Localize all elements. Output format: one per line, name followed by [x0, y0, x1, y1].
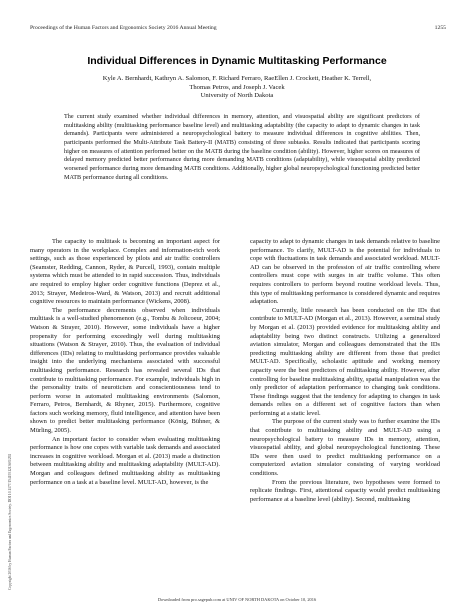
author-line: Kyle A. Bernhardt, Kathryn A. Salomon, F. Richard Ferraro, RaeEllen J. Crockett, Heather K. Terrell, — [102, 75, 372, 82]
download-footer: Downloaded from pro.sagepub.com at UNIV OF NORTH DAKOTA on October 10, 2016 — [157, 597, 317, 602]
paragraph: The performance decrements observed when individuals multitask is a well-studied phenomenon (e.g., Tombu & Jolicoeur, 2004; Watson & Strayer, 2010). However, some individuals have a higher propensity for performing exceedingly well during multitasking situations (Watson & Strayer, 2010). Thus, the evaluation of individual differences (IDs) relating to multitasking performance provides valuable insight into the underlying mechanisms associated with successful multitasking performance. Research has revealed several IDs that contribute to multitasking performance. For example, individuals high in the personality traits of neuroticism and conscientiousness tend to perform worse in automated multitasking environments (Salomon, Ferraro, Petros, Bernhardt, & Rhyner, 2015). Furthermore, cognitive factors such working memory, fluid intelligence, and attention have been shown to predict better multitasking performance (König, Bühner, & Mürling, 2005). — [30, 306, 220, 435]
paragraph: Currently, little research has been conducted on the IDs that contribute to MULT-AD (Morgan et al., 2013). However, a seminal study by Morgan et al. (2013) provided evidence for multitasking ability and adaptability being two distinct constructs. Utilizing a generalized aviation simulator, Morgan and colleagues demonstrated that the IDs predicting multitasking ability are different from those that predict MULT-AD. Specifically, scholastic aptitude and working memory capacity were the best predictors of multitasking ability. However, after controlling for baseline multitasking ability, spatial manipulation was the only predictor of adaptation performance to changing task conditions. These findings suggest that the tendency for adapting to changes in task demands relies on a different set of cognitive factors than when performing at a static level. — [250, 306, 440, 417]
paragraph: An important factor to consider when evaluating multitasking performance is how one copes with variable task demands and associated increases in cognitive workload. Morgan et al. (2013) made a distinction between multitasking ability and multitasking adaptability (MULT-AD). Morgan and colleagues defined multitasking ability as multitasking performance on a task at a baseline level. MULT-AD, however, is the — [30, 435, 220, 486]
paragraph: capacity to adapt to dynamic changes in task demands relative to baseline performance. To clarify, MULT-AD is the potential for individuals to cope with fluctuations in task demands and associated workload. MULT-AD can be observed in the profession of air traffic controlling where controllers must cope with surges in air traffic volume. This often requires controllers to perform beyond routine workload levels. Thus, this type of multitasking performance is considered dynamic and requires adaptation. — [250, 238, 440, 306]
page-number: 1255 — [434, 25, 446, 31]
paragraph: The capacity to multitask is becoming an important aspect for many operators in the workplace. Complex and information-rich work settings, such as those experienced by pilots and air traffic controllers (Seamster, Redding, Cannon, Ryder, & Purcell, 1993), contain multiple systems which must be attended to in rapid succession. Thus, individuals are required to employ higher order cognitive functions (Deprez et al., 2013; Strayer, Medeiros-Ward, & Watson, 2013) and recruit additional cognitive resources to maintain performance (Wickens, 2008). — [30, 238, 220, 306]
copyright-side-note: Copyright 2016 by Human Factors and Ergonomics Society. DOI 10.1177/1541931213601292 — [8, 453, 12, 590]
paper-title: Individual Differences in Dynamic Multitasking Performance — [87, 55, 387, 67]
author-block — [0, 75, 474, 101]
paragraph: From the previous literature, two hypotheses were formed to replicate findings. First, attentional capacity would predict multitasking performance at a baseline level (ability). Second, multitasking — [250, 478, 440, 503]
author-line: Thomas Petros, and Joseph J. Vacek — [189, 83, 285, 91]
paragraph: The purpose of the current study was to further examine the IDs that contribute to multitasking ability and MULT-AD using a neuropsychological battery to measure IDs in memory, attention, visuospatial ability, and global neuropsychological functioning. These IDs were then used to predict multitasking performance on a computerized aviation simulator consisting of varying workload conditions. — [250, 418, 440, 478]
proceedings-header: Proceedings of the Human Factors and Ergonomics Society 2016 Annual Meeting — [30, 25, 217, 31]
abstract: The current study examined whether individual differences in memory, attention, and visuospatial ability are significant predictors of multitasking ability (multitasking performance baseline level) and multitasking adaptability (the capacity to adapt to dynamic changes in task demands). Participants were administered a neuropsychological battery to measure individual differences in cognitive abilities. Then, participants performed the Multi-Attribute Task Battery-II (MATB) consisting of three subtasks. Results indicated that participants scoring higher on measures of attention performed better on the MATB during the baseline condition (ability). However, higher scores on measures of delayed memory predicted better performance during more demanding MATB conditions (adaptability), while visuospatial ability predicted worsened performance during more demanding MATB conditions. Additionally, higher global neuropsychological functioning predicted better MATB performance during all conditions. — [64, 113, 420, 181]
left-column — [30, 238, 220, 487]
right-column — [250, 238, 440, 504]
affiliation: University of North Dakota — [200, 92, 274, 100]
